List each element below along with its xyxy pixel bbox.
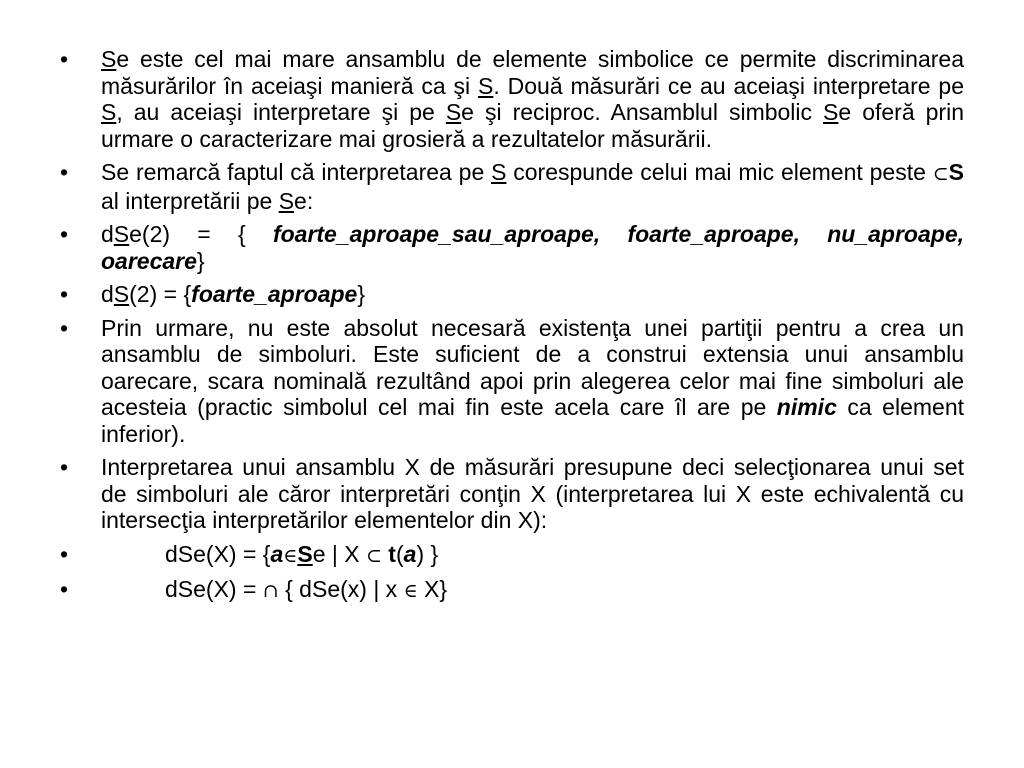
text-run: dSe(X) = { <box>165 540 271 567</box>
text-run: e şi reciproc. Ansamblul simbolic <box>461 99 824 125</box>
text-run: { dSe(x) | x <box>278 576 404 602</box>
text-run: S <box>478 72 494 99</box>
text-run: S <box>101 46 117 72</box>
text-run: S <box>101 99 117 125</box>
text-run: S <box>823 99 839 125</box>
text-run: ca element inferior). <box>101 394 965 447</box>
math-symbol: ⊂ <box>932 163 949 185</box>
text-run: } <box>357 281 366 307</box>
bullet-dot: • <box>60 221 69 247</box>
text-run: e este cel mai mare ansamblu de elemente simbolice ce permite discriminarea măsurărilor în aceiaşi manieră ca şi <box>101 46 964 99</box>
text-run: ( <box>395 540 404 567</box>
bullet-item <box>60 541 964 570</box>
text-run: S <box>297 540 313 567</box>
text-run: Interpretarea unui ansamblu X de măsurări presupune deci selecţionarea unui set de simboluri ale căror interpretări conţin X (interpretarea lui X este echivalentă cu intersecţia interpretărilor elementelor din X): <box>101 454 964 533</box>
bullet-item <box>60 46 964 152</box>
math-symbol: ∩ <box>262 580 279 602</box>
text-run: a <box>403 540 417 567</box>
bullet-dot: • <box>60 281 69 307</box>
text-run: e | X <box>312 540 366 567</box>
bullet-list <box>60 46 964 612</box>
bullet-text <box>101 541 964 570</box>
text-run: , au aceiaşi interpretare şi pe <box>116 99 446 125</box>
text-run: } <box>196 247 205 274</box>
bullet-text <box>101 221 964 274</box>
bullet-text <box>101 46 964 152</box>
text-run: foarte_aproape <box>191 281 358 307</box>
text-run: ) } <box>416 540 439 567</box>
text-run: S <box>491 159 507 185</box>
bullet-text <box>101 454 964 534</box>
text-run: t <box>388 540 396 567</box>
bullet-text <box>101 315 964 448</box>
bullet-item <box>60 454 964 534</box>
text-run: e: <box>294 187 314 214</box>
text-run: e(2) = { <box>129 221 273 247</box>
bullet-item <box>60 315 964 448</box>
bullet-dot: • <box>60 540 69 567</box>
text-run: Prin urmare, nu este absolut necesară existenţa unei partiţii pentru a crea un ansamblu de simboluri. Este suficient de a construi extensia unui ansamblu oarecare, scara nominală rezultând apoi prin alegerea celor mai fine simboluri ale acesteia (practic simbolul cel mai fin este acela care îl are pe <box>101 314 964 420</box>
bullet-text <box>101 576 964 605</box>
text-run: S <box>948 159 964 185</box>
bullet-dot: • <box>60 576 69 602</box>
text-run: e oferă prin urmare o caracterizare mai grosieră a rezultatelor măsurării. <box>101 99 964 152</box>
text-run: corespunde celui mai mic element peste <box>506 159 933 185</box>
text-run: d <box>101 221 114 247</box>
text-run: S <box>113 221 130 247</box>
bullet-item <box>60 281 964 308</box>
bullet-dot: • <box>60 314 69 341</box>
math-symbol: ∈ <box>403 580 418 602</box>
bullet-item <box>60 576 964 605</box>
text-run: d <box>101 281 114 307</box>
text-run: dSe(X) = <box>165 576 263 602</box>
bullet-dot: • <box>60 159 69 185</box>
bullet-text <box>101 281 964 308</box>
math-symbol: ⊂ <box>365 544 382 567</box>
text-run: a <box>270 540 284 567</box>
text-run: foarte_aproape_sau_aproape, foarte_aproape, nu_aproape, oarecare <box>101 221 965 274</box>
text-run: S <box>445 99 462 125</box>
text-run: S <box>278 187 295 214</box>
math-symbol: ∈ <box>283 544 298 567</box>
text-run: (2) = { <box>129 281 192 307</box>
text-run: Se remarcă faptul că interpretarea pe <box>101 159 492 185</box>
bullet-item <box>60 159 964 214</box>
bullet-dot: • <box>60 454 69 480</box>
text-run: nimic <box>776 394 837 420</box>
text-run: S <box>113 281 130 307</box>
text-run: al interpretării pe <box>101 187 279 214</box>
bullet-dot: • <box>60 46 69 72</box>
text-run: X} <box>417 576 448 602</box>
bullet-item <box>60 221 964 274</box>
bullet-text <box>101 159 964 214</box>
text-run: . Două măsurări ce au aceiaşi interpretare pe <box>493 72 964 99</box>
